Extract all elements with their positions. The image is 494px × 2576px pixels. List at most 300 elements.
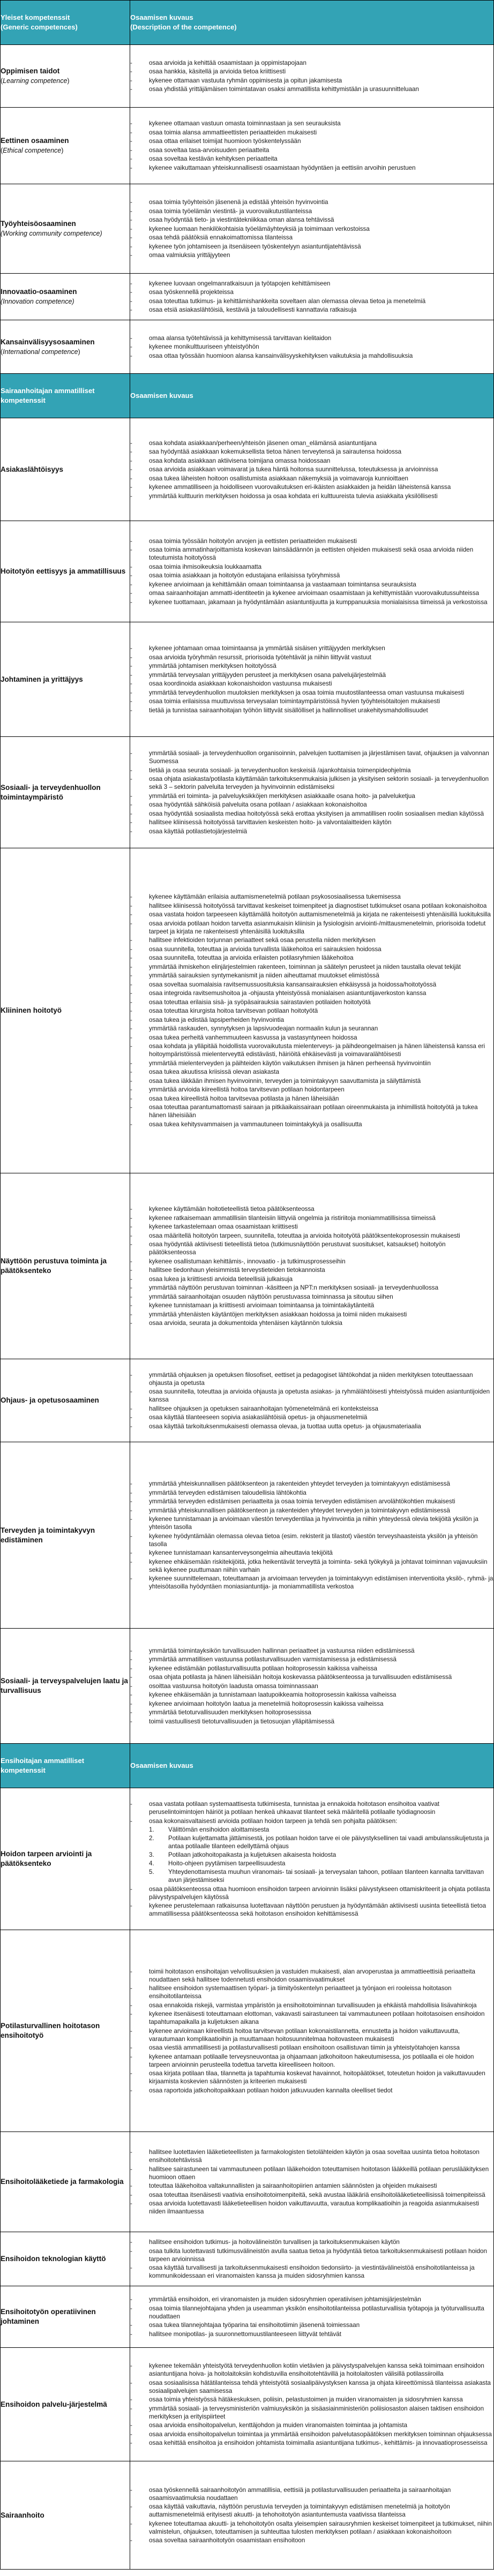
competence-name: Ensihoidon palvelu-järjestelmä [1, 2400, 107, 2408]
description-item: - osaa toimia tilannejohtajana yhden ja useamman yksikön ensihoitotilanteissa potilasturvallisia työtapoja ja työturvallisuutta noudattaen [130, 2304, 493, 2321]
competence-name-cell [1, 2132, 130, 2232]
description-list [130, 2486, 493, 2545]
description-item: - kykenee ottamaan vastuuta ryhmän oppimisesta ja opitun jakamisesta [130, 77, 493, 85]
description-item: - osaa käyttää vaikuttavia, näyttöön perustuvia terveyden ja toimintakyvyn edistämisen menetelmiä ja hoitotyön auttamismenetelmiä erityisesti akuutti- ja tehohoitotyön asiantuntemusta vaativissa tilanteissa [130, 2503, 493, 2519]
competence-name: Oppimisen taidot [1, 67, 60, 75]
competence-name-cell [1, 108, 130, 184]
description-item: - hallitsee tiedonhaun yleisimmistä terveystieteiden tietokannoista [130, 1266, 493, 1274]
description-item: - osaa käyttää turvallisesti ja tarkoituksenmukaisesti ensihoidon tiedonsiirto- ja viestintävälineistöä ensihoitotilanteissa ja kommunikoidessaan eri viranomaisten kanssa ja muiden sidosryhmien kanssa [130, 2264, 493, 2280]
description-item: - ymmärtää eri toiminta- ja palveluyksikköjen merkityksen asiakkaalle osana hoito- ja palveluketjua [130, 792, 493, 800]
description-item: - osaa kokonaisvaltaisesti arvioida potilaan hoidon tarpeen ja tehdä sen pohjalta päätöksen: [130, 1817, 493, 1825]
competence-description-cell [130, 737, 494, 848]
competence-row [1, 848, 494, 1173]
competence-name: Työyhteisöosaaminen [1, 220, 76, 228]
numbered-item [149, 1859, 493, 1867]
numbered-item [149, 1868, 493, 1884]
description-item: - hallitsee sairastuneen tai vammautuneen potilaan lääkehoidon toteuttamisen hoitotason lääkkeillä potilaan peruslääkityksen huomioon ottaen [130, 2165, 493, 2181]
description-item: - osaa arvioida potilaan hoidon tarvetta asianmukaisin kliinisin ja fysiologisin arviointi-/mittausmenetelmin, priorisoida todetut tarpeet ja kirjata ne rakenteisesti yhtenäisillä luokituksilla [130, 920, 493, 936]
description-item: - kykenee luovaan ongelmanratkaisuun ja työtapojen kehittämiseen [130, 280, 493, 288]
competence-description-cell [130, 1359, 494, 1442]
description-list [130, 2148, 493, 2216]
description-item: - osaa arvioida työryhmän resurssit, priorisoida työtehtävät ja niihin liittyvät vastuut [130, 653, 493, 661]
description-item: - osaa raportoida jatkohoitopaikkaan potilaan hoidon jatkuvuuden kannalta oleelliset tiedot [130, 2087, 493, 2095]
description-item: - kykenee hyödyntämään olemassa olevaa tietoa (esim. rekisterit ja tilastot) väestön terveyshaasteista yksilön ja yhteisön tasolla [130, 1532, 493, 1548]
description-list [130, 537, 493, 606]
competence-english-name: (Ethical competence) [1, 147, 64, 154]
competence-name: Johtaminen ja yrittäjyys [1, 675, 83, 683]
description-item: - ymmärtää raskauden, synnytyksen ja lapsivuodeajan normaalin kulun ja seurannan [130, 1025, 493, 1033]
description-item: - osaa soveltaa kestävän kehityksen periaatteita [130, 155, 493, 163]
description-item: - osaa toimia ihmisoikeuksia loukkaamatta [130, 563, 493, 571]
competence-name-cell [1, 1173, 130, 1359]
section-header-row [1, 374, 494, 418]
description-item: - ymmärtää yhteiskunnallisen päätöksenteon ja rakenteiden yhteydet terveyden ja toimintakyvyn edistämisessä [130, 1507, 493, 1515]
description-item: - osaa käyttää potilastietojärjestelmiä [130, 827, 493, 835]
numbered-item-text: Yhteydenottamisesta muuhun viranomais- tai sosiaali- ja terveysalan tahoon, potilaan tilanteen kannalta tarvittavan avun järjestämiseksi [168, 1869, 484, 1884]
description-item: - hallitsee kliinisessä hoitotyössä tarvittavien keskeisten hoito- ja valvontalaitteiden käytön [130, 818, 493, 826]
description-item: - hallitsee infektioiden torjunnan periaatteet sekä osaa perustella niiden merkityksen [130, 936, 493, 944]
competence-row [1, 1788, 494, 1930]
description-item: - saa hyödyntää asiakkaan kokemuksellista tietoa hänen terveytensä ja sairautensa hoidossa [130, 448, 493, 456]
description-item: - ymmärtää terveydenhuollon muutoksien merkityksen ja osaa toimia muutostilanteessa oman vastuunsa mukaisesti [130, 689, 493, 697]
description-item: - tietää ja osaa seurata sosiaali- ja terveydenhuollon keskeisiä /ajankohtaisia toimenpideohjelmia [130, 766, 493, 774]
description-item: - osaa tukea iäkkään ihmisen hyvinvoinnin, terveyden ja toimintakyvyn saavuttamista ja säilyttämistä [130, 1077, 493, 1085]
competence-row [1, 108, 494, 184]
description-item: - hallitsee ohjauksen ja opetuksen sairaanhoitajan työmenetelmänä eri konteksteissa [130, 1405, 493, 1413]
description-list [130, 59, 493, 94]
competence-name: Innovaatio-osaaminen [1, 288, 77, 296]
competence-name: Sairaanhoito [1, 2511, 44, 2519]
description-item: - osaa kehittää ensihoitoa ja ensihoidon johtamista toimimalla asiantuntijana tutkimus-, kehittämis- ja innovaatioprosesseissa [130, 2439, 493, 2447]
description-item: - ymmärtää terveyden edistämisen taloudellisia lähtökohtia [130, 1489, 493, 1497]
description-item: - kykenee perustelemaan ratkaisunsa luotettavaan näyttöön perustuen ja hyödyntämään aktiivisesti uusinta tieteellistä tietoa ammatillisessa päätöksenteossa sekä hoitotason ensihoidon kehittämisessä [130, 1902, 493, 1918]
competence-name: Sosiaali- ja terveyspalvelujen laatu ja turvallisuus [1, 1677, 128, 1694]
description-item: - osoittaa vastuunsa hoitotyön laadusta omassa toiminnassaan [130, 1682, 493, 1690]
header-label: Osaamisen kuvaus [130, 1761, 193, 1769]
competence-name: Ensihoitotyön operatiivinen johtaminen [1, 2308, 96, 2325]
description-list [130, 1968, 493, 2095]
description-item: - osaa toimia ammatinharjoittamista koskevan lainsäädännön ja eettisten ohjeiden mukaisesti sekä osaa arvioida niiden toteutumista hoitotyössä [130, 546, 493, 562]
description-item: - osaa päätöksenteossa ottaa huomioon ensihoidon tarpeen arvioinnin lisäksi päivystykseen ottamiskriteerit ja ohjata potilasta päivystyspalvelujen käytössä [130, 1885, 493, 1901]
competence-description-cell [130, 2232, 494, 2286]
competence-row [1, 1629, 494, 1744]
competence-english-text: Ethical competence [3, 147, 62, 154]
header-label: Osaamisen kuvaus [130, 13, 193, 21]
competence-name-cell [1, 2232, 130, 2286]
competence-name-cell [1, 2461, 130, 2570]
description-item: - kykenee osallistumaan kehittämis-, innovaatio - ja tutkimusprosesseihin [130, 1257, 493, 1266]
header-competence-column [1, 1, 130, 45]
description-item: - osaa viestiä ammatillisesti ja potilasturvallisesti potilaan ensihoitoon osallistuvan tiimin ja yhteistyötahojen kanssa [130, 2044, 493, 2052]
description-list [130, 2238, 493, 2280]
description-item: - kykenee käyttämään erilaisia auttamismenetelmiä potilaan psykososiaalisessa tukemisessa [130, 893, 493, 901]
description-item: - kykenee monikulttuuriseen yhteistyöhön [130, 343, 493, 351]
description-item: - osaa toteuttaa erilaisia sisä- ja syöpäsairauksia sairastavien potilaiden hoitotyötä [130, 998, 493, 1006]
description-item: - osaa arvioida ja kehittää osaamistaan ja oppimistapojaan [130, 59, 493, 67]
description-item: - osaa soveltaa sairaanhoitotyön osaamistaan ensihoitoon [130, 2536, 493, 2544]
description-item: - toteuttaa lääkehoitoa valtakunnallisten ja sairaanhoitopiirien antamien säännösten ja ohjeiden mukaisesti [130, 2182, 493, 2190]
description-list [130, 2295, 493, 2338]
competence-english-text: (Working community competence) [1, 230, 102, 237]
description-list [130, 1371, 493, 1430]
description-item: - hallitsee ensihoidon tutkimus- ja hoitovälineistön turvallisen ja tarkoituksenmukaisen käytön [130, 2238, 493, 2246]
description-item: - ymmärtää ohjauksen ja opetuksen filosofiset, eettiset ja pedagogiset lähtökohdat ja niiden merkityksen toteuttaessaan ohjausta ja opetusta [130, 1371, 493, 1387]
competence-row [1, 418, 494, 521]
competence-name-cell [1, 184, 130, 274]
competence-description-cell [130, 1629, 494, 1744]
description-item: - kykenee ottamaan vastuun omasta toiminnastaan ja sen seurauksista [130, 119, 493, 127]
competence-description-cell [130, 622, 494, 737]
description-item: - osaa hankkia, käsitellä ja arvioida tietoa kriittisesti [130, 67, 493, 76]
competence-name: Näyttöön perustuva toiminta ja päätöksenteko [1, 1257, 107, 1275]
competence-name-cell [1, 2348, 130, 2461]
description-item: - omaa alansa työtehtävissä ja kehittymisessä tarvittavan kielitaidon [130, 334, 493, 342]
numbered-item [149, 1851, 493, 1859]
description-item: - ymmärtää ensihoidon, eri viranomaisten ja muiden sidosryhmien operatiivisen johtamisjärjestelmän [130, 2295, 493, 2303]
competence-english-name: (International competence) [1, 348, 80, 356]
description-item: - osaa yhdistää yrittäjämäisen toimintatavan osaksi ammatillista kehittymistään ja urasuunnitteluaan [130, 85, 493, 93]
description-item: - osaa työskennellä projekteissa [130, 288, 493, 296]
description-list [130, 119, 493, 172]
description-item: - osaa toteuttaa tutkimus- ja kehittämishankkeita soveltaen alan olemassa olevaa tietoa ja menetelmiä [130, 297, 493, 305]
competence-row [1, 521, 494, 622]
description-item: - osaa ottaa erilaiset toimijat huomioon työskentelyssään [130, 137, 493, 145]
description-item: - osaa soveltaa suomalaisia ravitsemussuosituksia kansansairauksien ehkäisyssä ja hoidossa/hoitotyössä [130, 981, 493, 989]
competence-row [1, 1173, 494, 1359]
competence-row [1, 2132, 494, 2232]
description-item: - omaa sairaanhoitajan ammatti-identiteetin ja kykenee arvioimaan osaamistaan ja kehittymistään vuorovaikutussuhteissa [130, 589, 493, 597]
description-item: - osaa toimia työyhteisön jäsenenä ja edistää yhteisön hyvinvointia [130, 198, 493, 206]
description-item: - osaa arvioida ensihoitopalvelun toimintaa ja ymmärtää ensihoidon palvelutasopäätöksen merkityksen toiminnan ohjauksessa [130, 2430, 493, 2438]
description-item: - osaa ennakoida riskejä, varmistaa ympäristön ja ensihoitotoiminnan turvallisuuden ja ehkäistä mahdollisia lisävahinkoja [130, 2001, 493, 2009]
description-item: - osaa kohdata asiakkaan/perheen/yhteisön jäsenen oman_elämänsä asiantuntijana [130, 439, 493, 447]
competence-description-cell [130, 184, 494, 274]
description-item: - ymmärtää yhtenäisten käytäntöjen merkityksen asiakkaan hoidossa ja toimii niiden mukaisesti [130, 1310, 493, 1319]
competence-row [1, 622, 494, 737]
description-item: - ymmärtää sairaanhoitajan osuuden näyttöön perustuvassa toiminnassa ja sitoutuu siihen [130, 1293, 493, 1301]
competence-name-cell [1, 521, 130, 622]
description-item: - kykenee toteuttamaa akuutti- ja tehohoitotyön osalta yleisempien sairausryhmien keskeiset toimenpiteet ja tutkimukset, niihin valmistelun, ohjauksen, toteuttamisen ja suhteuttaa tulosten merkityksen potilaan / asiakkaan kokonaishoitoon [130, 2520, 493, 2536]
competence-name: Sosiaali- ja terveydenhuollon toimintaympäristö [1, 783, 101, 801]
description-item: - ymmärtää sairauksien syntymekanismit ja niiden aiheuttamat muutokset elimistössä [130, 971, 493, 980]
description-item: - osaa toimia työelämän viestintä- ja vuorovaikutustilanteissa [130, 207, 493, 215]
competence-row [1, 2286, 494, 2348]
description-item: - osaa sosiaalisissa hätätilanteissa tehdä yhteistyötä sosiaalipäivystyksen kanssa ja ohjata kiireettömissä tilanteissa asiakasta sosiaalipalvelujen saamisessa [130, 2379, 493, 2395]
description-item: - toimii vastuullisesti tietoturvallisuuden ja tietosuojan ylläpitämisessä [130, 1718, 493, 1726]
competence-name: Ensihoidon teknologian käyttö [1, 2255, 106, 2263]
description-item: - osaa toteuttaa kirurgista hoitoa tarvitsevan potilaan hoitotyötä [130, 1007, 493, 1015]
description-item: - ymmärtää kulttuurin merkityksen hoidossa ja osaa kohdata eri kulttuureista tulevia asiakkaita yksilöllisesti [130, 492, 493, 500]
competence-row [1, 184, 494, 274]
description-list [130, 198, 493, 259]
description-item: - kykenee käyttämään hoitotieteellistä tietoa päätöksenteossa [130, 1205, 493, 1213]
competence-name: Asiakaslähtöisyys [1, 465, 64, 473]
description-list [130, 749, 493, 835]
competence-name: Terveyden ja toimintakyvyn edistäminen [1, 1526, 95, 1544]
competence-name-cell [1, 1359, 130, 1442]
description-list [130, 644, 493, 714]
description-item: - ymmärtää ammatillisen vastuunsa potilasturvallisuuden varmistamisessa ja edistämisessä [130, 1655, 493, 1663]
header-competence-column [1, 1744, 130, 1788]
description-item: - toimii hoitotason ensihoitajan velvollisuuksien ja vastuiden mukaisesti, alan arvoperustaa ja ammattieettisiä periaatteita noudattaen sekä hallitsee todennetusti ensihoidon osaamisvaatimukset [130, 1968, 493, 1984]
competence-description-cell [130, 1788, 494, 1930]
description-item: - ymmärtää terveyden edistämisen periaatteita ja osaa toimia terveyden edistämisen arvolähtökohtien mukaisesti [130, 1497, 493, 1505]
description-item: - osaa hyödyntää sähköisiä palveluita osana potilaan / asiakkaan kokonaishoitoa [130, 801, 493, 809]
header-description-column [130, 374, 494, 418]
header-description-column [130, 1744, 494, 1788]
competence-row [1, 274, 494, 320]
description-item: - osaa hyödyntää sosiaalista mediaa hoitotyössä sekä erottaa yksityisen ja ammatillisen roolin sosiaalisen median käytössä [130, 810, 493, 818]
description-item: - ymmärtää yhteiskunnallisen päätöksenteon ja rakenteiden yhteydet terveyden ja toimintakyvyn edistämisessä [130, 1480, 493, 1488]
header-label: Ensihoitajan ammatilliset [1, 1757, 85, 1765]
description-item: - ymmärtää sosiaali- ja terveydenhuollon organisoinnin, palvelujen tuottamisen ja järjestämisen tavat, ohjauksen ja valvonnan Suomessa [130, 749, 493, 765]
competence-english-name [1, 229, 130, 238]
description-item: - kykenee ammatilliseen ja hoidolliseen vuorovaikutuksen eri-ikäisten asiakkaiden ja heidän läheistensä kanssa [130, 483, 493, 491]
competence-english-name: (Learning competence) [1, 77, 70, 85]
description-item: - osaa tukea tilannejohtajaa työparina tai ensihoitotiimin jäsenenä toimiessaan [130, 2321, 493, 2329]
numbered-item [149, 1826, 493, 1834]
description-item: - kykenee tunnistamaan ja arvioimaan väestön terveydentilaa ja hyvinvointia ja niihin yhteydessä olevia tekijöitä yksilön ja yhteisön tasolla [130, 1515, 493, 1531]
competence-description-cell [130, 848, 494, 1173]
competence-row [1, 2232, 494, 2286]
description-item: - osaa tukea ja edistää lapsiperheiden hyvinvointia [130, 1016, 493, 1024]
description-item: - osaa käyttää tilanteeseen sopivia asiakaslähtöisiä opetus- ja ohjausmenetelmiä [130, 1413, 493, 1421]
description-item: - kykenee ehkäisemään ja tunnistamaan laatupoikkeamia hoitoprosessin kaikissa vaiheissa [130, 1691, 493, 1699]
section-header-row [1, 1, 494, 45]
description-list [130, 280, 493, 314]
description-item: - ymmärtää mielenterveyden ja päihteiden käytön vaikutuksen ihmisen ja hänen perheensä hyvinvointiin [130, 1059, 493, 1067]
competence-name: Hoitotyön eettisyys ja ammatillisuus [1, 567, 126, 575]
description-list [130, 1647, 493, 1726]
competence-description-cell [130, 2286, 494, 2348]
competence-name-cell [1, 737, 130, 848]
description-item: - tietää ja tunnistaa sairaanhoitajan työhön liittyvät sisällölliset ja hallinnolliset urakehitysmahdollisuudet [130, 706, 493, 714]
competence-description-cell [130, 1173, 494, 1359]
description-item: - ymmärtää ihmiskehon elinjärjestelmien rakenteen, toiminnan ja säätelyn perusteet ja niiden taustalla olevat tekijät [130, 963, 493, 971]
description-item: - kykenee luomaan henkilökohtaisia työelämäyhteyksiä ja toimimaan verkostoissa [130, 225, 493, 233]
description-list [130, 1205, 493, 1327]
numbered-item [149, 1834, 493, 1850]
header-label: kompetenssit [1, 396, 46, 404]
competence-description-cell [130, 521, 494, 622]
description-item: - osaa tukea kehitysvammaisen ja vammautuneen toimintakykyä ja osallisuutta [130, 1120, 493, 1128]
description-item: - osaa vastata potilaan systemaattisesta tutkimisesta, tunnistaa ja ennakoida hoitotason ensihoitoa vaativat peruselintoimintojen häiriöt ja potilaan henkeä uhkaavat tilanteet sekä määritellä potilaalle työdiagnoosin [130, 1800, 493, 1816]
description-list-continued [130, 1885, 493, 1918]
competence-name-cell [1, 1930, 130, 2132]
description-item: - kykenee antamaan potilaalle terveysneuvontaa ja ohjaamaan jatkohoitoon hakeutumisessa, jos potilaalla ei ole hoidon tarpeen arvioinnin perusteella todettua tarvetta kiireelliseen hoitoon. [130, 2053, 493, 2069]
description-item: - hallitsee ensihoidon systemaattisen työpari- ja tiimityöskentelyn periaatteet ja työnjaon eri rooleissa hoitotason ensihoitotilanteissa [130, 1984, 493, 2000]
description-item: - osaa toteuttaa parantumattomasti sairaan ja pitkäaikaissairaan potilaan oireenmukaista ja inhimillistä hoitotyötä ja tukea hänen läheisiään [130, 1103, 493, 1119]
competence-description-cell [130, 2461, 494, 2570]
description-item: - osaa tulkita luotettavasti tutkimusvälineistön avulla saatua tietoa ja hyödyntää tietoa tarkoituksenmukaisesti potilaan hoidon tarpeen arvioinnissa [130, 2247, 493, 2263]
description-item: - kykenee arvioimaan ja kehittämään omaan toimintaansa ja vastaamaan toimintansa seurauksista [130, 581, 493, 589]
description-item: - ymmärtää toimintayksikön turvallisuuden hallinnan periaatteet ja vastuunsa niiden edistämisessä [130, 1647, 493, 1655]
description-item: - ymmärtää johtamisen merkityksen hoitotyössä [130, 662, 493, 670]
numbered-item-text: Potilaan kuljettamatta jättämisestä, jos potilaan hoidon tarve ei ole päivystyksellinen tai vaadi ambulanssikuljetusta ja antaa potilaalle tilanteen edellyttämä ohjaus [168, 1835, 489, 1850]
description-item: - kykenee johtamaan omaa toimintaansa ja ymmärtää sisäisen yrittäjyyden merkityksen [130, 644, 493, 652]
numbered-item-text: Välittömän ensihoidon aloittamisesta [168, 1826, 270, 1833]
numbered-decision-list [149, 1826, 493, 1884]
competence-row [1, 2348, 494, 2461]
description-item: - ymmärtää sosiaali- ja terveysministeriön valmiusyksikön ja sisäasiainministeriön poliisiosaston alaisen taktisen ensihoidon merkityksen ja erityispiirteet [130, 2405, 493, 2421]
header-label: Yleiset kompetenssit [1, 13, 70, 21]
competence-name: Eettinen osaaminen [1, 137, 69, 145]
description-item: - kykenee tunnistamaan kansanterveysongelmia aiheuttavia tekijöitä [130, 1549, 493, 1557]
description-item: - kykenee itsenäisesti toteuttamaan elottoman, vakavasti sairastuneen tai vammautuneen potilaan hoitotasoisen ensihoidon tapahtumapaikalla ja kuljetuksen aikana [130, 2010, 493, 2026]
competence-row [1, 1930, 494, 2132]
description-item: - osaa tukea perheitä vanhemmuuteen kasvussa ja vastasyntyneen hoidossa [130, 1034, 493, 1042]
competence-name: Hoidon tarpeen arviointi ja päätöksenteko [1, 1850, 92, 1867]
description-item: - osaa ottaa työssään huomioon alansa kansainvälisyyskehityksen vaikutuksia ja mahdollisuuksia [130, 352, 493, 360]
competence-description-cell [130, 108, 494, 184]
competence-description-cell [130, 320, 494, 374]
description-list [130, 1800, 493, 1825]
description-item: - ymmärtää tietoturvallisuuden merkityksen hoitoprosessissa [130, 1708, 493, 1716]
competence-row [1, 2461, 494, 2570]
competence-english-text: International competence [3, 348, 78, 356]
competence-name-cell [1, 45, 130, 108]
competence-name-cell [1, 848, 130, 1173]
item-number: 1. [149, 1826, 154, 1833]
description-item: - osaa arvioida asiakkaan voimavarat ja tukea häntä hoitonsa suunnittelussa, toteutuksessa ja arvioinnissa [130, 465, 493, 473]
competence-description-cell [130, 2132, 494, 2232]
description-item: - kykenee edistämään potilasturvallisuutta potilaan hoitoprosessin kaikissa vaiheissa [130, 1664, 493, 1673]
description-item: - osaa hyödyntää tieto- ja viestintätekniikkaa oman alansa tehtävissä [130, 216, 493, 224]
description-item: - kykenee tekemään yhteistyötä terveydenhuollon kotiin vietävien ja päivystyspalvelujen kanssa sekä toimimaan ensihoidon asiantuntijana hoiva- ja hoitolaitoksiin kohdistuvilla ensihoitotehtävillä ja hoitolaitosten välisillä potilassiiroilla [130, 2362, 493, 2378]
description-item: - kykenee arvioimaan hoitotyön laatua ja menetelmiä hoitoprosessin kaikissa vaiheissa [130, 1700, 493, 1708]
competence-name: Ensihoitolääketiede ja farmakologia [1, 2178, 124, 2186]
competence-row [1, 320, 494, 374]
description-item: - hallitsee luotettavien lääketieteellisten ja farmakologisten tietolähteiden käytön ja osaa soveltaa uusinta tietoa hoitotason ensihoitotehtävissä [130, 2148, 493, 2164]
description-item: - osaa määritellä hoitotyön tarpeen, suunnitella, toteuttaa ja arvioida hoitotyötä päätöksentekoprosessin mukaisesti [130, 1232, 493, 1240]
competence-description-cell [130, 418, 494, 521]
description-item: - kykenee vaikuttamaan yhteiskunnallisesti osaamistaan hyödyntäen ja eettisiin arvoihin perustuen [130, 164, 493, 172]
competence-name: Kansainvälisyysosaaminen [1, 337, 95, 346]
competence-description-cell [130, 1442, 494, 1629]
item-number: 5. [149, 1869, 154, 1875]
description-item: - kykenee ratkaisemaan ammatillisiin tilanteisiin liittyviä ongelmia ja ristiriitoja moniammatillisissa tiimeissä [130, 1214, 493, 1222]
description-item: - osaa ohjata asiakasta/potilasta käyttämään tarkoituksenmukaisia julkisen ja yksityisen sektorin sosiaali- ja terveydenhuollon sekä 3 – sektorin palveluita terveyden ja hyvinvoinnin edistämiseksi [130, 775, 493, 791]
header-label: (Generic competences) [1, 23, 78, 31]
numbered-item-text: Hoito-ohjeen pyytämisen tarpeellisuudesta [168, 1860, 286, 1867]
competence-name-cell [1, 1442, 130, 1629]
header-label: Sairaanhoitajan ammatilliset [1, 387, 95, 395]
description-item: - osaa lukea ja kriittisesti arvioida tieteellisiä julkaisuja [130, 1275, 493, 1283]
competence-row [1, 737, 494, 848]
description-item: - osaa soveltaa tasa-arvoisuuden periaatteita [130, 146, 493, 154]
description-list [130, 2362, 493, 2447]
competence-description-cell [130, 45, 494, 108]
competence-english-name [1, 297, 130, 306]
header-competence-column [1, 374, 130, 418]
description-item: - osaa tukea kiireellistä hoitoa tarvitsevaa potilasta ja hänen läheisiään [130, 1095, 493, 1103]
description-item: - osaa kirjata potilaan tilaa, tilannetta ja tapahtumia koskevat havainnot, hoitopäätökset, toteutetun hoidon ja vaikuttavuuden kirjaamista koskevien säännösten ja kriteerien mukaisesti [130, 2069, 493, 2085]
description-item: - osaa ohjata potilasta ja hänen läheisiään hoitoja koskevassa päätöksenteossa ja turvallisuuden edistämisessä [130, 1673, 493, 1681]
description-item: - osaa kohdata asiakkaan aktiivisena toimijana omassa hoidossaan [130, 457, 493, 465]
description-list [130, 893, 493, 1128]
competence-english-text: Learning competence [3, 77, 68, 85]
description-item: - hallitsee kliinisessä hoitotyössä tarvittavat keskeiset toimenpiteet ja diagnostiset tutkimukset osana potilaan kokonaishoitoa [130, 902, 493, 910]
description-item: - kykenee arvioimaan kiireellistä hoitoa tarvitsevan potilaan kokonaistilannetta, ennustetta ja hoidon vaikuttavuutta, varautumaan komplikaatioihin ja muuttamaan hoitosuunnitelmaa hoitovasteen mukaisesti [130, 2027, 493, 2043]
description-item: - osaa toimia työssään hoitotyön arvojen ja eettisten periaatteiden mukaisesti [130, 537, 493, 545]
description-item: - ymmärtää terveysalan yrittäjyyden perusteet ja merkityksen osana palvelujärjestelmää [130, 671, 493, 679]
description-list [130, 1480, 493, 1591]
description-item: - kykenee tuottamaan, jakamaan ja hyödyntämään asiantuntijuutta ja kumppanuuksia monialaisissa tiimeissä ja verkostoissa [130, 598, 493, 606]
description-item: - osaa toimia yhteistyössä hätäkeskuksen, poliisin, pelastustoimen ja muiden viranomaisten ja sidosryhmien kanssa [130, 2396, 493, 2404]
competence-name-cell [1, 320, 130, 374]
description-item: - osaa tehdä päätöksiä ennakoimattomissa tilanteissa [130, 234, 493, 242]
description-item: - ymmärtää arvioida kiireellistä hoitoa tarvitsevan potilaan hoidontarpeen [130, 1086, 493, 1094]
description-item: - osaa suunnitella, toteuttaa ja arvioida ohjausta ja opetusta asiakas- ja ryhmälähtöisesti yhteistyössä muiden asiantuntijoiden kanssa [130, 1388, 493, 1404]
header-label: kompetenssit [1, 1766, 46, 1774]
description-item: - osaa etsiä asiakaslähtöisiä, kestäviä ja taloudellisesti kannattavia ratkaisuja [130, 306, 493, 314]
description-item: - omaa valmiuksia yrittäjyyteen [130, 251, 493, 259]
section-header-row [1, 1744, 494, 1788]
competence-name: Ohjaus- ja opetusosaaminen [1, 1396, 99, 1404]
competence-english-text: (Innovation competence) [1, 298, 74, 305]
description-list [130, 334, 493, 360]
description-item: - osaa koordinoida asiakkaan kokonaishoidon vastuunsa mukaisesti [130, 680, 493, 688]
competence-name-cell [1, 418, 130, 521]
description-item: - osaa kohdata ja ylläpitää hoidollista vuorovaikutusta mielenterveys- ja päihdeongelmaisen ja hänen läheistensä kanssa eri hoitoympäristöissä mielenterveyttä edistävästi, häiriöitä ehkäisevästi ja voimavaralähtöisesti [130, 1042, 493, 1058]
header-description-column [130, 1, 494, 45]
competence-name-cell [1, 274, 130, 320]
competence-row [1, 1359, 494, 1442]
description-item: - osaa arvioida ensihoitopalvelun, kenttäjohdon ja muiden viranomaisten toimintaa ja johtamista [130, 2421, 493, 2429]
competence-row [1, 1442, 494, 1629]
description-item: - osaa toimia alansa ammattieettisten periaatteiden mukaisesti [130, 129, 493, 137]
description-item: - osaa hyödyntää aktiivisesti tieteellistä tietoa (tutkimusnäyttöön perustuvat suositukset, katsaukset) hoitotyön päätöksenteossa [130, 1240, 493, 1256]
competence-name-cell [1, 1788, 130, 1930]
description-item: - osaa suunnitella, toteuttaa ja arvioida turvallista lääkehoitoa eri sairauksien hoidossa [130, 945, 493, 953]
description-item: - osaa vastata hoidon tarpeeseen käyttämällä hoitotyön auttamismenetelmiä ja kirjata ne rakenteisesti yhtenäisillä luokituksilla [130, 910, 493, 918]
competence-name-cell [1, 2286, 130, 2348]
header-label: (Description of the competence) [130, 23, 237, 31]
description-item: - osaa tukea läheisten hoitoon osallistumista asiakkaan näkemyksiä ja voimavaroja kunnioittaen [130, 474, 493, 483]
description-item: - osaa arvioida, seurata ja dokumentoida yhtenäisen käytännön tuloksia [130, 1319, 493, 1327]
item-number: 4. [149, 1860, 154, 1867]
competence-name: Potilasturvallinen hoitotason ensihoitotyö [1, 2022, 100, 2039]
description-item: - osaa käyttää tarkoituksenmukaisesti olemassa olevaa, ja tuottaa uutta opetus- ja ohjausmateriaalia [130, 1422, 493, 1430]
description-list [130, 439, 493, 500]
description-item: - kykenee tunnistamaan ja kriittisesti arvioimaan toimintaansa ja toimintakäytänteitä [130, 1301, 493, 1309]
competence-name-cell [1, 1629, 130, 1744]
description-item: - osaa suunnitella, toteuttaa ja arvioida erilaisten potilasryhmien lääkehoitoa [130, 954, 493, 962]
competence-description-cell [130, 2348, 494, 2461]
numbered-item-text: Potilaan jatkohoitopaikasta ja kuljetuksen aikaisesta hoidosta [168, 1851, 336, 1858]
competence-description-cell [130, 1930, 494, 2132]
item-number: 2. [149, 1835, 154, 1842]
competence-description-cell [130, 274, 494, 320]
item-number: 3. [149, 1851, 154, 1858]
description-item: - osaa toimia erilaisissa muuttuvissa terveysalan toimintaympäristöissä hyvien työyhteisötaitojen mukaisesti [130, 697, 493, 705]
competence-row [1, 45, 494, 108]
description-item: - osaa tukea akuutissa kriisissä olevan asiakasta [130, 1068, 493, 1076]
header-label: Osaamisen kuvaus [130, 391, 193, 400]
description-item: - osaa toteuttaa itsenäisesti vaativia ensihoitotoimenpiteitä, sekä avustaa lääkäriä ensihoitolääketieteellisissä toimenpiteissä [130, 2191, 493, 2199]
description-item: - kykenee tarkastelemaan omaa osaamistaan kriittisesti [130, 1223, 493, 1231]
description-item: - kykenee ehkäisemään riskitekijöitä, jotka heikentävät terveyttä ja toiminta- sekä työkykyä ja johtavat toiminnan vajavuuksiin sekä kykenee puuttumaan niihin varhain [130, 1558, 493, 1574]
competence-name-cell [1, 622, 130, 737]
description-item: - ymmärtää näyttöön perustuvan toiminnan -käsitteen ja NPT:n merkityksen sosiaali- ja terveydenhuollossa [130, 1284, 493, 1292]
description-item: - hallitsee monipotilas- ja suuronnettomuustilanteeseen liittyvät tehtävät [130, 2330, 493, 2338]
description-item: - osaa toimia asiakkaan ja hoitotyön edustajana erilaisissa työryhmissä [130, 571, 493, 579]
description-item: - kykenee suunnittelemaan, toteuttamaan ja arvioimaan terveyden ja toimintakyvyn edistämisen interventioita yksilö-, ryhmä- ja yhteisötasoilla hyödyntäen moniasiantuntija- ja moniammatillista verkostoa [130, 1575, 493, 1591]
description-item: - osaa integroida ravitsemushoitoa ja -ohjausta yhteistyössä monialaisen asiantuntijaverkoston kanssa [130, 989, 493, 997]
description-item: - osaa arvioida luotettavasti lääketieteellisen hoidon vaikuttavuutta, varautua komplikaatioihin ja reagoida asianmukaisesti niiden ilmaantuessa [130, 2200, 493, 2216]
description-item: - osaa työskennellä sairaanhoitotyön ammatillisia, eettisiä ja potilasturvallisuuden periaatteita ja sairaanhoitajan osaamisvaatimuksia noudattaen [130, 2486, 493, 2502]
competence-name: Kliininen hoitotyö [1, 1006, 62, 1014]
